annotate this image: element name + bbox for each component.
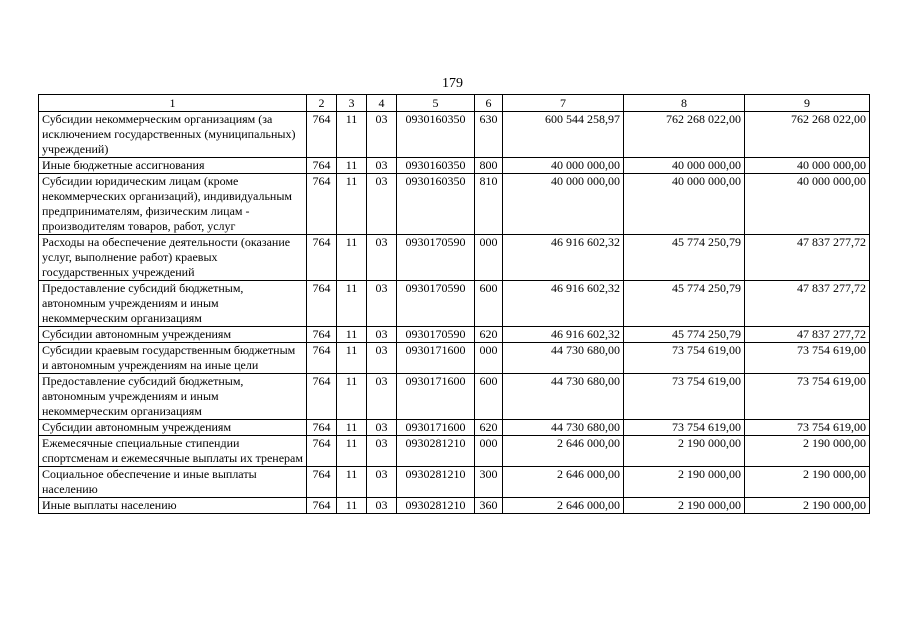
amount-col-8: 2 190 000,00 [624, 436, 745, 467]
code-subsection: 03 [367, 327, 397, 343]
amount-col-8: 45 774 250,79 [624, 327, 745, 343]
code-subsection: 03 [367, 112, 397, 158]
amount-col-7: 600 544 258,97 [503, 112, 624, 158]
amount-col-7: 46 916 602,32 [503, 327, 624, 343]
header-col-4: 4 [367, 95, 397, 112]
code-expense-type: 620 [475, 420, 503, 436]
code-expense-type: 360 [475, 498, 503, 514]
amount-col-7: 40 000 000,00 [503, 174, 624, 235]
amount-col-8: 40 000 000,00 [624, 174, 745, 235]
amount-col-9: 73 754 619,00 [745, 420, 870, 436]
table-row [39, 436, 870, 467]
amount-col-9: 40 000 000,00 [745, 174, 870, 235]
amount-col-7: 2 646 000,00 [503, 498, 624, 514]
code-target-article: 0930160350 [397, 112, 475, 158]
code-section: 11 [337, 174, 367, 235]
code-subsection: 03 [367, 174, 397, 235]
code-section: 11 [337, 343, 367, 374]
amount-col-7: 44 730 680,00 [503, 374, 624, 420]
code-ministry: 764 [307, 327, 337, 343]
item-name: Социальное обеспечение и иные выплаты населению [39, 467, 307, 498]
code-section: 11 [337, 467, 367, 498]
item-name: Иные выплаты населению [39, 498, 307, 514]
code-target-article: 0930160350 [397, 174, 475, 235]
page-number: 179 [442, 76, 463, 91]
code-subsection: 03 [367, 498, 397, 514]
amount-col-7: 46 916 602,32 [503, 281, 624, 327]
amount-col-8: 762 268 022,00 [624, 112, 745, 158]
table-row [39, 343, 870, 374]
code-target-article: 0930281210 [397, 436, 475, 467]
table-row [39, 174, 870, 235]
header-col-2: 2 [307, 95, 337, 112]
amount-col-8: 2 190 000,00 [624, 467, 745, 498]
amount-col-7: 46 916 602,32 [503, 235, 624, 281]
header-col-9: 9 [745, 95, 870, 112]
amount-col-9: 47 837 277,72 [745, 281, 870, 327]
item-name: Предоставление субсидий бюджетным, автономным учреждениям и иным некоммерческим организациям [39, 281, 307, 327]
header-col-3: 3 [337, 95, 367, 112]
code-expense-type: 000 [475, 235, 503, 281]
code-expense-type: 810 [475, 174, 503, 235]
code-section: 11 [337, 436, 367, 467]
amount-col-7: 40 000 000,00 [503, 158, 624, 174]
code-section: 11 [337, 498, 367, 514]
amount-col-9: 2 190 000,00 [745, 467, 870, 498]
amount-col-9: 762 268 022,00 [745, 112, 870, 158]
code-ministry: 764 [307, 174, 337, 235]
code-target-article: 0930171600 [397, 420, 475, 436]
code-section: 11 [337, 374, 367, 420]
item-name: Ежемесячные специальные стипендии спортсменам и ежемесячные выплаты их тренерам [39, 436, 307, 467]
code-ministry: 764 [307, 281, 337, 327]
header-col-6: 6 [475, 95, 503, 112]
code-ministry: 764 [307, 420, 337, 436]
code-subsection: 03 [367, 374, 397, 420]
amount-col-7: 44 730 680,00 [503, 420, 624, 436]
code-section: 11 [337, 112, 367, 158]
header-col-7: 7 [503, 95, 624, 112]
item-name: Предоставление субсидий бюджетным, автономным учреждениям и иным некоммерческим организациям [39, 374, 307, 420]
code-target-article: 0930171600 [397, 374, 475, 420]
table-row [39, 498, 870, 514]
code-subsection: 03 [367, 420, 397, 436]
code-target-article: 0930170590 [397, 327, 475, 343]
table-row [39, 112, 870, 158]
code-section: 11 [337, 327, 367, 343]
code-target-article: 0930170590 [397, 235, 475, 281]
code-ministry: 764 [307, 343, 337, 374]
code-expense-type: 630 [475, 112, 503, 158]
code-section: 11 [337, 281, 367, 327]
code-expense-type: 000 [475, 343, 503, 374]
code-subsection: 03 [367, 281, 397, 327]
item-name: Расходы на обеспечение деятельности (оказание услуг, выполнение работ) краевых государственных учреждений [39, 235, 307, 281]
amount-col-7: 2 646 000,00 [503, 467, 624, 498]
code-ministry: 764 [307, 436, 337, 467]
code-target-article: 0930281210 [397, 467, 475, 498]
table-row [39, 235, 870, 281]
amount-col-8: 40 000 000,00 [624, 158, 745, 174]
table-row [39, 374, 870, 420]
code-section: 11 [337, 235, 367, 281]
amount-col-9: 40 000 000,00 [745, 158, 870, 174]
code-target-article: 0930170590 [397, 281, 475, 327]
amount-col-9: 73 754 619,00 [745, 343, 870, 374]
amount-col-8: 2 190 000,00 [624, 498, 745, 514]
code-subsection: 03 [367, 436, 397, 467]
code-subsection: 03 [367, 467, 397, 498]
header-col-8: 8 [624, 95, 745, 112]
budget-table [38, 94, 870, 514]
table-row [39, 281, 870, 327]
code-ministry: 764 [307, 467, 337, 498]
amount-col-8: 73 754 619,00 [624, 343, 745, 374]
amount-col-8: 45 774 250,79 [624, 235, 745, 281]
amount-col-9: 47 837 277,72 [745, 327, 870, 343]
code-subsection: 03 [367, 158, 397, 174]
table-row [39, 420, 870, 436]
code-ministry: 764 [307, 374, 337, 420]
code-expense-type: 800 [475, 158, 503, 174]
amount-col-8: 73 754 619,00 [624, 374, 745, 420]
code-target-article: 0930281210 [397, 498, 475, 514]
item-name: Субсидии некоммерческим организациям (за исключением государственных (муниципальных) учреждений) [39, 112, 307, 158]
code-ministry: 764 [307, 112, 337, 158]
amount-col-9: 2 190 000,00 [745, 498, 870, 514]
amount-col-9: 73 754 619,00 [745, 374, 870, 420]
header-row [39, 95, 870, 112]
code-ministry: 764 [307, 498, 337, 514]
table-row [39, 158, 870, 174]
amount-col-7: 2 646 000,00 [503, 436, 624, 467]
amount-col-9: 47 837 277,72 [745, 235, 870, 281]
header-col-5: 5 [397, 95, 475, 112]
amount-col-7: 44 730 680,00 [503, 343, 624, 374]
item-name: Субсидии юридическим лицам (кроме некоммерческих организаций), индивидуальным предпринимателям, физическим лицам - производителям товаров, работ, услуг [39, 174, 307, 235]
amount-col-8: 45 774 250,79 [624, 281, 745, 327]
code-expense-type: 600 [475, 374, 503, 420]
code-ministry: 764 [307, 235, 337, 281]
code-subsection: 03 [367, 343, 397, 374]
table-row [39, 327, 870, 343]
item-name: Субсидии краевым государственным бюджетным и автономным учреждениям на иные цели [39, 343, 307, 374]
code-expense-type: 300 [475, 467, 503, 498]
header-col-1: 1 [39, 95, 307, 112]
code-section: 11 [337, 420, 367, 436]
code-ministry: 764 [307, 158, 337, 174]
code-section: 11 [337, 158, 367, 174]
table-row [39, 467, 870, 498]
code-target-article: 0930160350 [397, 158, 475, 174]
item-name: Субсидии автономным учреждениям [39, 420, 307, 436]
amount-col-9: 2 190 000,00 [745, 436, 870, 467]
item-name: Субсидии автономным учреждениям [39, 327, 307, 343]
item-name: Иные бюджетные ассигнования [39, 158, 307, 174]
code-expense-type: 620 [475, 327, 503, 343]
code-expense-type: 600 [475, 281, 503, 327]
amount-col-8: 73 754 619,00 [624, 420, 745, 436]
code-subsection: 03 [367, 235, 397, 281]
code-target-article: 0930171600 [397, 343, 475, 374]
code-expense-type: 000 [475, 436, 503, 467]
